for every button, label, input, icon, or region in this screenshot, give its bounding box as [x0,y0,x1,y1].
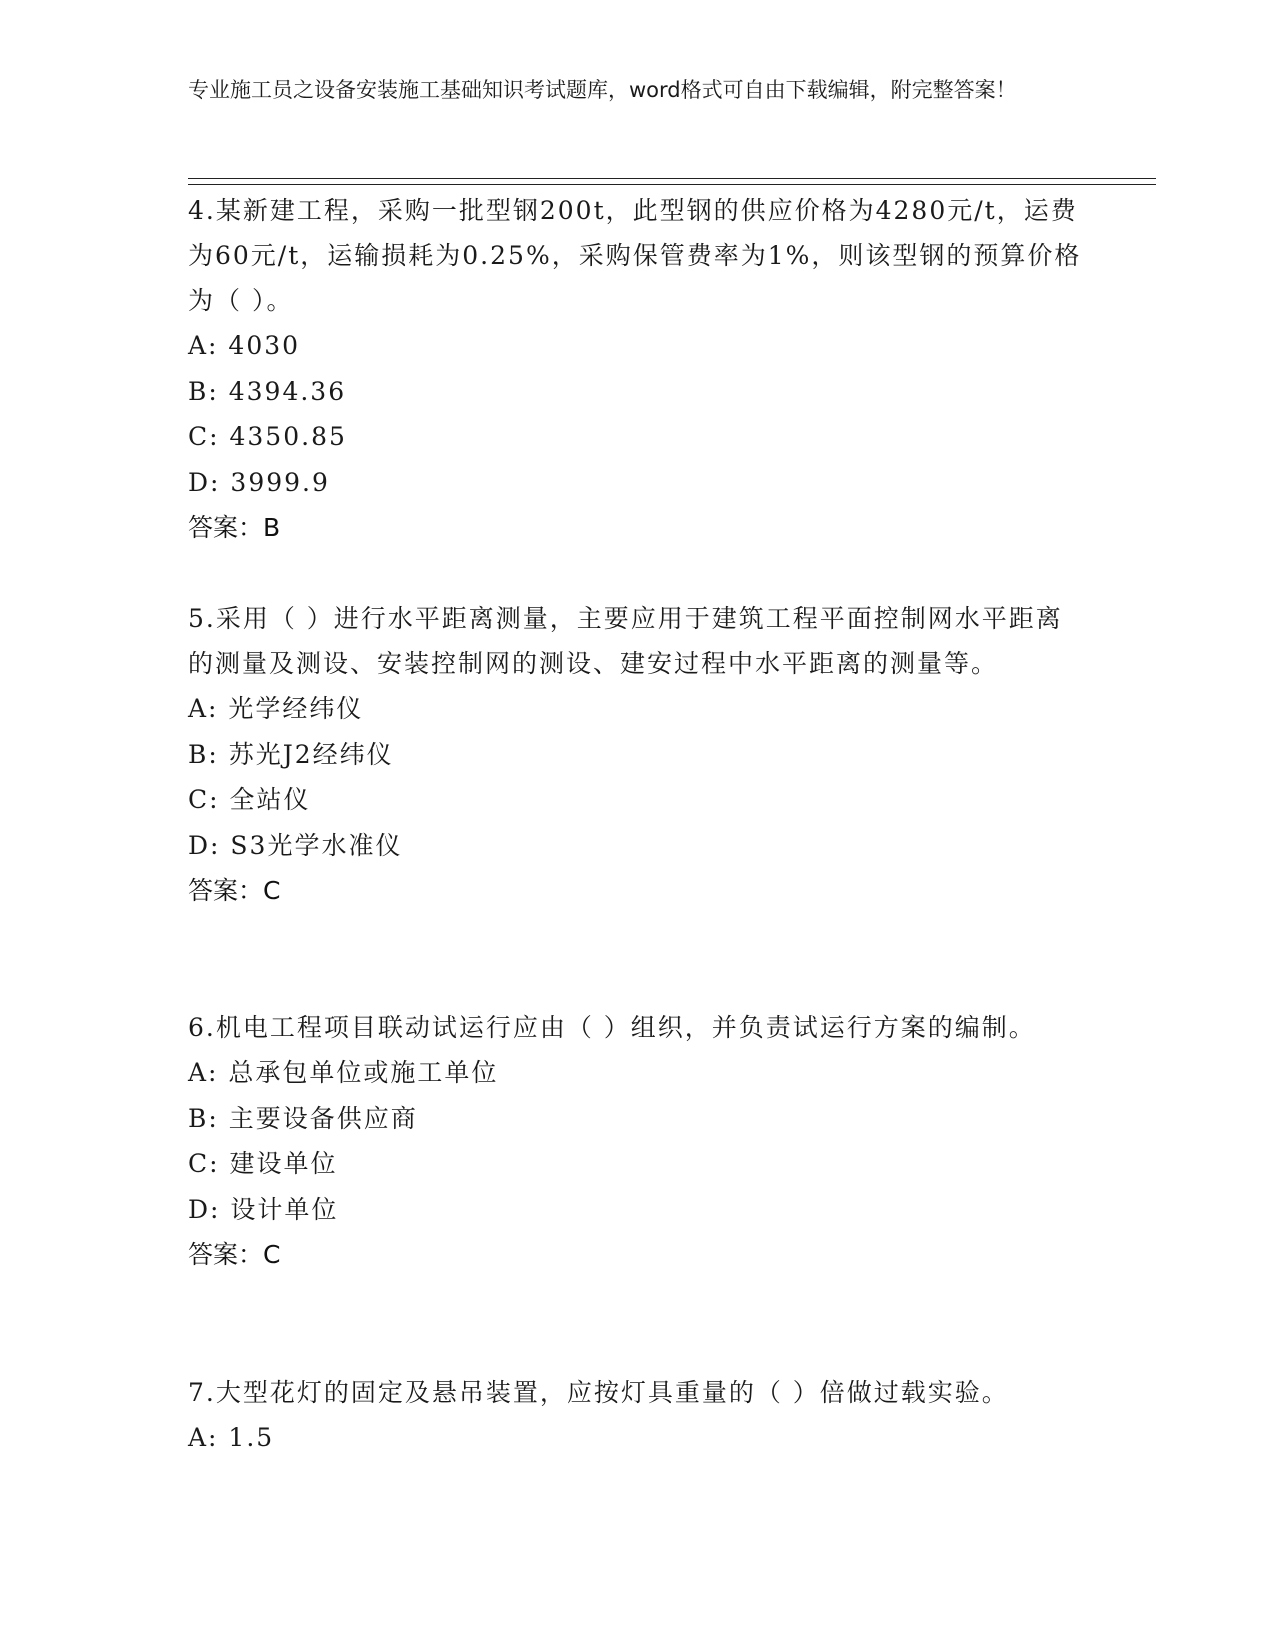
question-stem: 5.采用（ ）进行水平距离测量，主要应用于建筑工程平面控制网水平距离的测量及测设、安装控制网的测设、建安过程中水平距离的测量等。 [188,604,1063,678]
option-a: A: 1.5 [188,1423,275,1452]
option-b: B: 4394.36 [188,376,347,406]
question-4 [188,188,1088,550]
option-a: A: 总承包单位或施工单位 [188,1058,499,1087]
document-header: 专业施工员之设备安装施工基础知识考试题库，word格式可自由下载编辑，附完整答案！ [188,78,1017,102]
option-b: B: 主要设备供应商 [188,1103,418,1133]
question-6 [188,1005,1088,1277]
answer: 答案：C [188,876,281,905]
answer: 答案：B [188,513,281,542]
option-c: C: 建设单位 [188,1149,338,1178]
answer: 答案：C [188,1240,281,1269]
option-a: A: 光学经纬仪 [188,694,364,723]
question-7 [188,1370,1088,1461]
option-c: C: 4350.85 [188,422,347,451]
question-stem: 6.机电工程项目联动试运行应由（ ）组织，并负责试运行方案的编制。 [188,1013,1036,1042]
option-d: D: 设计单位 [188,1194,339,1224]
option-d: D: S3光学水准仪 [188,830,403,860]
option-a: A: 4030 [188,331,301,360]
option-b: B: 苏光J2经纬仪 [188,739,394,769]
question-stem: 4.某新建工程，采购一批型钢200t，此型钢的供应价格为4280元/t，运费为60元/t，运输损耗为0.25%，采购保管费率为1%，则该型钢的预算价格为（ ）。 [188,196,1082,315]
option-c: C: 全站仪 [188,785,311,814]
header-divider [188,178,1156,185]
question-5 [188,596,1088,913]
option-d: D: 3999.9 [188,467,330,497]
question-stem: 7.大型花灯的固定及悬吊装置，应按灯具重量的（ ）倍做过载实验。 [188,1378,1009,1407]
